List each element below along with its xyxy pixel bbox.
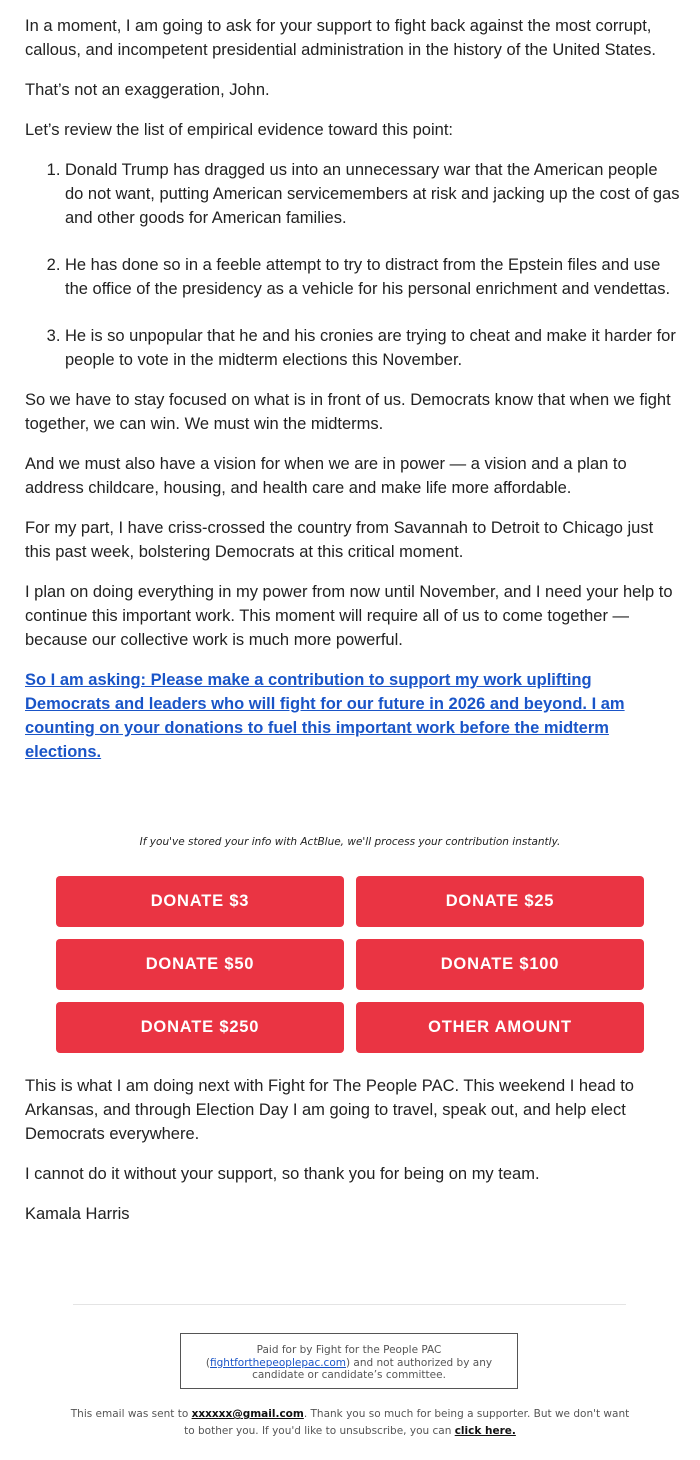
paragraph: Let’s review the list of empirical evidence toward this point: xyxy=(25,121,453,139)
paragraph: This is what I am doing next with Fight for The People PAC. This weekend I head to Arkansas, and through Election Day I am going to travel, speak out, and help elect Democrats everywhere. xyxy=(25,1077,634,1143)
disclaimer-rest: and not authorized by any candidate or candidate’s committee. xyxy=(252,1356,493,1381)
donate-100-button[interactable]: DONATE $100 xyxy=(356,939,644,990)
paragraph: So we have to stay focused on what is in front of us. Democrats know that when we fight together, we can win. We must win the midterms. xyxy=(25,391,671,433)
paragraph: And we must also have a vision for when we are in power — a vision and a plan to address childcare, housing, and health care and make life more affordable. xyxy=(25,455,627,497)
donate-3-button[interactable]: DONATE $3 xyxy=(56,876,344,927)
evidence-list xyxy=(25,158,680,372)
contribution-link[interactable]: So I am asking: Please make a contribution to support my work uplifting Democrats and leaders who will fight for our future in 2026 and beyond. I am counting on your donations to fuel this important work before the midterm elections. xyxy=(25,671,625,761)
list-item: 1. Donald Trump has dragged us into an unnecessary war that the American people do not want, putting American servicemembers at risk and jacking up the cost of gas and other goods for American families. xyxy=(65,158,680,230)
closing-section xyxy=(25,1074,680,1242)
recipient-email-link[interactable]: xxxxxx@gmail.com xyxy=(191,1408,304,1420)
list-item: 2. He has done so in a feeble attempt to try to distract from the Epstein files and use the office of the presidency as a vehicle for his personal enrichment and vendettas. xyxy=(65,253,680,301)
donate-50-button[interactable]: DONATE $50 xyxy=(56,939,344,990)
other-amount-button[interactable]: OTHER AMOUNT xyxy=(356,1002,644,1053)
unsubscribe-footer xyxy=(70,1406,630,1440)
list-item: 3. He is so unpopular that he and his cronies are trying to cheat and make it harder for people to vote in the midterm elections this November. xyxy=(65,324,680,372)
unsubscribe-link[interactable]: click here. xyxy=(454,1425,516,1437)
donate-250-button[interactable]: DONATE $250 xyxy=(56,1002,344,1053)
donate-25-button[interactable]: DONATE $25 xyxy=(356,876,644,927)
signature: Kamala Harris xyxy=(25,1205,130,1223)
paragraph: I plan on doing everything in my power from now until November, and I need your help to continue this important work. This moment will require all of us to come together — because our collective work is much more powerful. xyxy=(25,583,673,649)
disclaimer-line: Paid for by Fight for the People PAC xyxy=(256,1344,442,1356)
footer-text: . Thank you so much for being a supporter. But we don't want to bother you. If you'd like to unsubscribe, you can xyxy=(184,1408,630,1437)
intro-paragraph: In a moment, I am going to ask for your support to fight back against the most corrupt, callous, and incompetent presidential administration in the history of the United States. xyxy=(25,17,657,59)
footer-divider xyxy=(73,1304,626,1305)
paragraph: For my part, I have criss-crossed the country from Savannah to Detroit to Chicago just this past week, bolstering Democrats at this critical moment. xyxy=(25,519,654,561)
paragraph: I cannot do it without your support, so thank you for being on my team. xyxy=(25,1165,540,1183)
paragraph: That’s not an exaggeration, John. xyxy=(25,81,270,99)
footer-text: This email was sent to xyxy=(70,1408,189,1420)
paid-for-disclaimer: Paid for by Fight for the People PAC (fightforthepeoplepac.com) and not authorized by any candidate or candidate’s committee. xyxy=(180,1333,518,1389)
email-body xyxy=(25,14,680,764)
pac-website-link[interactable]: fightforthepeoplepac.com xyxy=(210,1356,346,1369)
actblue-note: If you've stored your info with ActBlue, we'll process your contribution instantly. xyxy=(139,836,561,848)
